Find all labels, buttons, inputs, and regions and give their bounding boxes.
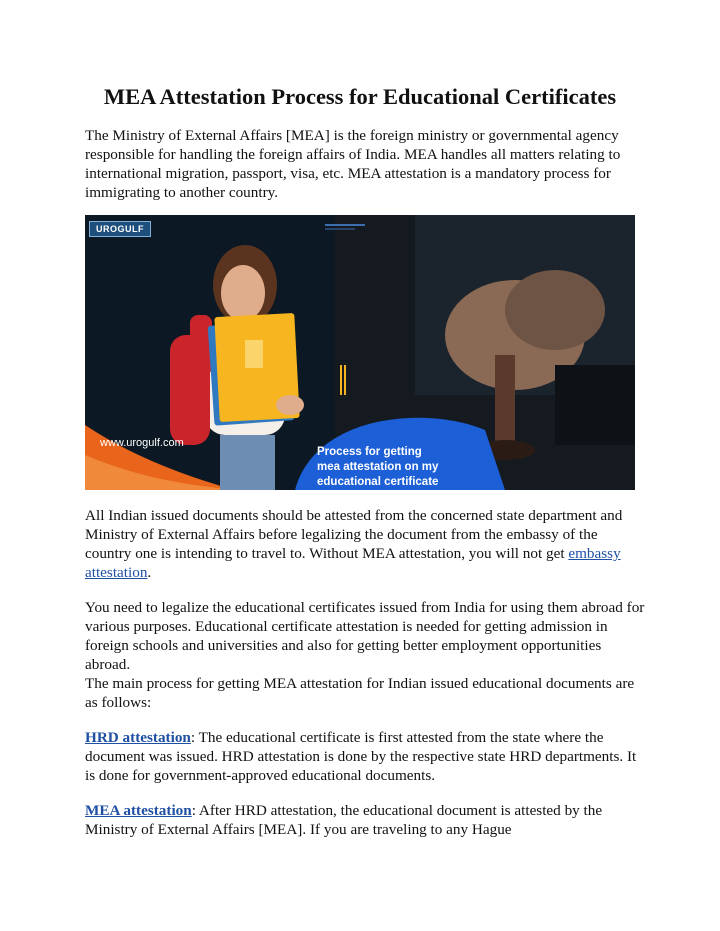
paragraph-text: All Indian issued documents should be attested from the concerned state department and Ministry of External Affairs before legalizing the document from the embassy of the country one is intending to travel to. Without MEA attestation, you will not get — [85, 507, 623, 562]
caption-line: educational certificate — [317, 476, 439, 488]
hrd-attestation-link[interactable]: HRD attestation — [85, 729, 191, 746]
intro-paragraph: The Ministry of External Affairs [MEA] is the foreign ministry or governmental agency responsible for handling the foreign affairs of India. MEA handles all matters relating to international migration, passport, visa, etc. MEA attestation is a mandatory process for immigrating to another country. — [85, 127, 621, 201]
mea-text: : After HRD attestation, the educational document is attested by the Ministry of External Affairs [MEA]. If you are traveling to any Hague — [85, 802, 603, 838]
paragraph-mea — [85, 801, 645, 839]
brand-logo: UROGULF — [89, 221, 151, 237]
paragraph-process-intro: The main process for getting MEA attestation for Indian issued educational documents are as follows: — [85, 675, 635, 711]
caption-line: mea attestation on my — [317, 461, 439, 473]
mea-attestation-link[interactable]: MEA attestation — [85, 802, 192, 819]
banner-caption — [317, 445, 507, 490]
paragraph-purpose: You need to legalize the educational certificates issued from India for using them abroad for various purposes. Educational certificate attestation is needed for getting admission in foreign schools and universities and also for getting better employment opportunities abroad. — [85, 599, 645, 673]
paragraph-end: . — [147, 564, 152, 581]
hrd-text: : The educational certificate is first attested from the state where the document was issued. HRD attestation is done by the respective state HRD departments. It is done for government-approved educational documents. — [85, 729, 637, 784]
paragraph-legalization — [85, 506, 645, 582]
paragraph-hrd — [85, 728, 645, 785]
banner-image — [85, 215, 635, 490]
page-title: MEA Attestation Process for Educational Certificates — [103, 84, 617, 109]
embassy-attestation-link[interactable]: embassy attestation — [85, 545, 621, 581]
banner-website: www.urogulf.com — [100, 437, 184, 449]
caption-line: Process for getting — [317, 446, 422, 458]
